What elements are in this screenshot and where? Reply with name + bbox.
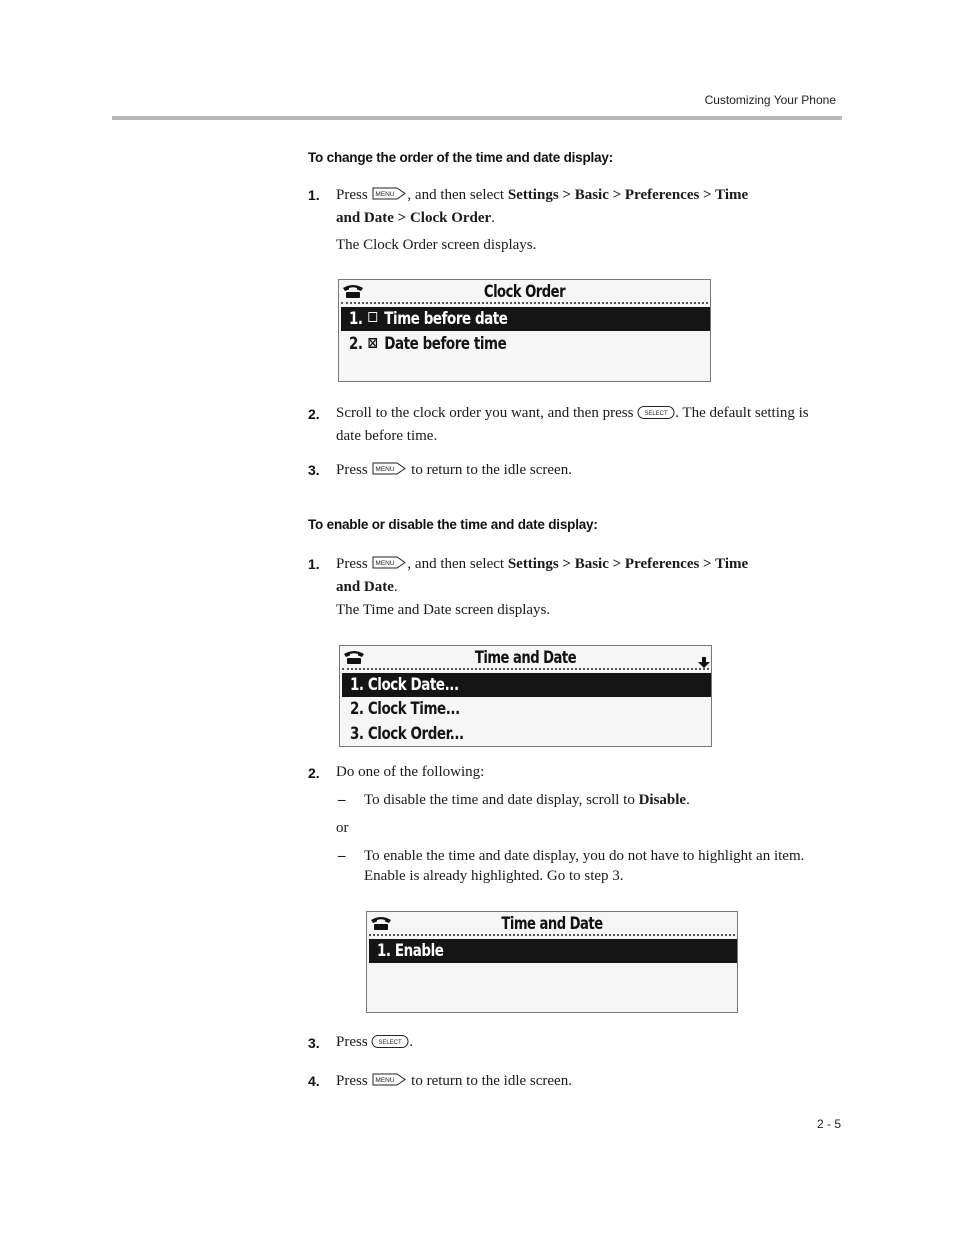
lcd-divider (342, 668, 709, 670)
page-number: 2 - 5 (816, 1117, 841, 1131)
step-text: Do one of the following: (336, 764, 485, 780)
select-key-icon (637, 405, 675, 427)
step-text: Press MENU , and then select Settings > Basic > Preferences > Time and Date > Clock Order. (336, 187, 749, 226)
svg-text:MENU: MENU (375, 560, 395, 567)
step-text: Press MENU , and then select Settings > Basic > Preferences > Time and Date. (336, 556, 749, 595)
svg-text:MENU: MENU (375, 191, 395, 198)
option-text: To disable the time and date display, scroll to Disable. (364, 792, 690, 808)
lcd-row-clock-order[interactable]: 3. Clock Order... (350, 724, 464, 744)
step-number: 3. (308, 1035, 320, 1051)
scroll-down-arrow-icon (697, 654, 711, 673)
menu-key-icon (371, 460, 407, 484)
step-text: Press MENU to return to the idle screen. (336, 1071, 572, 1095)
step-number: 3. (308, 462, 320, 478)
lcd-title: Clock Order (483, 282, 566, 302)
lcd-row-clock-time[interactable]: 2. Clock Time... (350, 699, 460, 719)
step-number: 4. (308, 1073, 320, 1089)
step-number: 2. (308, 406, 320, 422)
menu-key-icon (371, 554, 407, 578)
list-dash: – (338, 848, 346, 864)
step-text: Scroll to the clock order you want, and then press SELECT . The default setting is date before time. (336, 405, 809, 444)
lcd-divider (341, 302, 708, 304)
running-header: Customizing Your Phone (704, 93, 836, 107)
lcd-row-enable[interactable]: 1. Enable (369, 939, 738, 963)
svg-text:MENU: MENU (375, 466, 395, 473)
menu-key-icon (371, 185, 407, 209)
step-text: Press SELECT . (336, 1033, 413, 1056)
phone-handset-icon (370, 915, 392, 935)
step-note: The Time and Date screen displays. (336, 602, 551, 618)
step-text: Press MENU to return to the idle screen. (336, 460, 572, 484)
lcd-title: Time and Date (501, 914, 603, 934)
lcd-screen-time-and-date-enable (366, 911, 738, 1013)
svg-text:SELECT: SELECT (378, 1040, 403, 1046)
lcd-title: Time and Date (474, 648, 577, 668)
lcd-row-clock-date[interactable]: 1. Clock Date... (342, 673, 712, 697)
checked-box-icon (369, 331, 378, 355)
select-key-icon (371, 1034, 409, 1056)
phone-handset-icon (342, 283, 364, 303)
step-note: The Clock Order screen displays. (336, 237, 537, 253)
section-heading-clock-order: To change the order of the time and date display: (308, 150, 613, 165)
lcd-divider (369, 934, 735, 936)
list-dash: – (338, 792, 346, 808)
step-number: 1. (308, 187, 320, 203)
section-heading-enable-disable: To enable or disable the time and date display: (308, 517, 598, 532)
lcd-row-time-before-date[interactable]: 1. Time before date (341, 307, 711, 331)
lcd-screen-time-and-date (339, 645, 712, 747)
option-text: To enable the time and date display, you do not have to highlight an item. Enable is already highlighted. Go to step 3. (364, 848, 805, 884)
lcd-screen-clock-order (338, 279, 711, 382)
lcd-row-date-before-time[interactable]: 2. Date before time (341, 331, 711, 355)
phone-handset-icon (343, 649, 365, 669)
svg-text:SELECT: SELECT (644, 411, 668, 417)
header-rule (112, 116, 842, 120)
step-number: 1. (308, 556, 320, 572)
or-text: or (336, 820, 349, 836)
step-number: 2. (308, 765, 320, 781)
svg-text:MENU: MENU (375, 1077, 395, 1084)
unchecked-box-icon (369, 312, 378, 322)
menu-key-icon (371, 1071, 407, 1095)
